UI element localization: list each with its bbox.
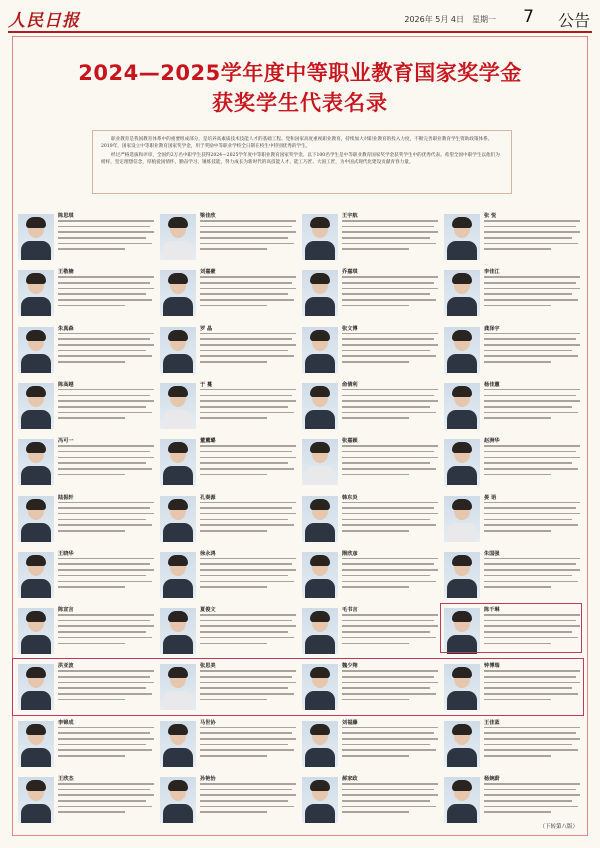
student-photo xyxy=(160,777,196,823)
section-name: 公告 xyxy=(557,11,590,30)
student-name: 张思美 xyxy=(200,663,216,670)
student-card xyxy=(302,606,440,660)
student-bio-text xyxy=(484,333,580,367)
student-bio-text xyxy=(484,727,580,761)
student-photo xyxy=(302,270,338,316)
student-name: 孙艳怡 xyxy=(200,776,216,782)
student-name: 乔嘉琪 xyxy=(342,269,358,276)
student-bio-text xyxy=(342,502,438,536)
student-photo xyxy=(18,496,54,542)
student-name: 晏 语 xyxy=(484,494,497,501)
student-photo xyxy=(444,552,480,598)
student-card xyxy=(160,212,298,266)
student-photo xyxy=(160,439,196,485)
student-row xyxy=(18,494,582,550)
newspaper-logo: 人民日报 xyxy=(8,11,80,31)
student-name: 梁佳欣 xyxy=(200,213,216,219)
student-photo xyxy=(444,496,480,542)
student-name: 韩东炎 xyxy=(342,494,358,501)
student-bio-text xyxy=(484,783,580,817)
student-card xyxy=(160,775,298,829)
student-bio-text xyxy=(200,276,296,310)
student-bio-text xyxy=(58,502,154,536)
student-photo xyxy=(18,552,54,598)
student-bio-text xyxy=(58,389,154,423)
student-photo xyxy=(18,777,54,823)
student-name: 王敬楠 xyxy=(58,269,74,276)
student-photo xyxy=(160,721,196,767)
student-name: 张文博 xyxy=(342,325,358,332)
student-name: 刘福藤 xyxy=(342,719,358,726)
student-card xyxy=(302,212,440,266)
student-photo xyxy=(160,214,196,260)
masthead-rule xyxy=(8,31,592,33)
student-card xyxy=(302,494,440,548)
student-bio-text xyxy=(58,445,154,479)
student-card xyxy=(18,268,156,322)
student-photo xyxy=(160,496,196,542)
student-name: 赵湃华 xyxy=(484,438,500,445)
student-photo xyxy=(160,552,196,598)
student-name: 王晓华 xyxy=(58,550,74,557)
student-name: 李佳江 xyxy=(484,269,500,276)
intro-box xyxy=(92,130,512,194)
student-card xyxy=(160,606,298,660)
student-name: 隋欣彦 xyxy=(342,550,358,557)
student-bio-text xyxy=(342,783,438,817)
student-name: 杨婉蔚 xyxy=(484,776,500,782)
student-bio-text xyxy=(342,389,438,423)
student-photo xyxy=(444,383,480,429)
student-bio-text xyxy=(58,614,154,648)
page-title-line2: 获奖学生代表名录 xyxy=(212,91,388,115)
student-photo xyxy=(444,214,480,260)
student-bio-text xyxy=(342,276,438,310)
student-bio-text xyxy=(58,333,154,367)
student-name: 于 蔓 xyxy=(200,381,213,388)
student-name: 张嘉颖 xyxy=(342,438,358,445)
student-card xyxy=(444,268,582,322)
student-card xyxy=(302,437,440,491)
continued-note: （下转第八版） xyxy=(539,824,578,830)
student-bio-text xyxy=(58,727,154,761)
student-card xyxy=(160,381,298,435)
student-photo xyxy=(302,721,338,767)
student-photo xyxy=(18,327,54,373)
student-row xyxy=(18,437,582,493)
student-bio-text xyxy=(484,220,580,254)
student-photo xyxy=(160,608,196,654)
student-name: 王欣杰 xyxy=(58,776,74,782)
student-card xyxy=(444,494,582,548)
student-card xyxy=(444,325,582,379)
student-card xyxy=(302,325,440,379)
student-row xyxy=(18,268,582,324)
student-photo xyxy=(18,383,54,429)
student-row xyxy=(18,775,582,831)
student-bio-text xyxy=(58,783,154,817)
student-name: 王佳蓝 xyxy=(484,719,500,726)
student-bio-text xyxy=(484,502,580,536)
student-photo xyxy=(18,270,54,316)
student-bio-text xyxy=(200,220,296,254)
student-name: 洪亚波 xyxy=(58,663,74,670)
student-name: 俞倩利 xyxy=(342,381,358,388)
page-number: 7 xyxy=(523,7,534,27)
student-bio-text xyxy=(342,445,438,479)
student-card xyxy=(160,437,298,491)
student-bio-text xyxy=(200,502,296,536)
student-card xyxy=(18,494,156,548)
student-card xyxy=(18,606,156,660)
student-card xyxy=(18,550,156,604)
student-bio-text xyxy=(200,558,296,592)
student-row xyxy=(18,719,582,775)
intro-paragraph: 职业教育是我国教育体系中的重要组成部分，是培养高素质技术技能人才的基础工程。党和国家高度重视职业教育，持续加大对职业教育的投入力度，不断完善职业教育学生资助政策体系。2019年，国家设立中等职业教育国家奖学金，用于奖励中等职业学校全日制在校生中特别优秀的学生。 xyxy=(101,137,493,149)
student-name: 王宇航 xyxy=(342,213,358,219)
student-photo xyxy=(444,777,480,823)
student-name: 孔奏源 xyxy=(200,494,216,501)
student-card xyxy=(18,437,156,491)
student-row xyxy=(18,212,582,268)
student-card xyxy=(18,381,156,435)
student-name: 陈千琳 xyxy=(484,607,500,614)
student-name: 郝家政 xyxy=(342,776,358,782)
student-card xyxy=(302,775,440,829)
student-row xyxy=(18,381,582,437)
student-photo xyxy=(302,608,338,654)
student-name: 陆振轩 xyxy=(58,494,74,501)
student-photo xyxy=(160,327,196,373)
student-card xyxy=(160,550,298,604)
student-name: 杨佳蕙 xyxy=(484,381,500,388)
student-name: 朱国强 xyxy=(484,550,500,557)
student-bio-text xyxy=(342,220,438,254)
student-name: 罗 晶 xyxy=(200,325,213,332)
student-bio-text xyxy=(484,558,580,592)
student-photo xyxy=(444,721,480,767)
student-bio-text xyxy=(200,783,296,817)
student-card xyxy=(18,325,156,379)
student-photo xyxy=(18,721,54,767)
student-card xyxy=(160,719,298,773)
student-row xyxy=(18,325,582,381)
student-name: 徐永鸿 xyxy=(200,550,216,557)
student-card xyxy=(444,719,582,773)
student-photo xyxy=(160,270,196,316)
student-photo xyxy=(160,383,196,429)
student-bio-text xyxy=(484,276,580,310)
student-card xyxy=(18,719,156,773)
student-name: 陈高越 xyxy=(58,381,74,388)
student-name: 张 悦 xyxy=(484,213,497,219)
student-name: 李锦成 xyxy=(58,719,74,726)
student-card xyxy=(302,719,440,773)
student-photo xyxy=(444,327,480,373)
student-photo xyxy=(18,608,54,654)
page-title-line1: 2024—2025学年度中等职业教育国家奖学金 xyxy=(78,61,522,85)
student-name: 毛书言 xyxy=(342,607,358,614)
issue-date: 2026年 5月 4日 星期一 xyxy=(404,15,496,24)
student-bio-text xyxy=(58,558,154,592)
student-name: 董薰璐 xyxy=(200,438,216,445)
student-name: 冯可一 xyxy=(58,438,74,445)
highlight-box xyxy=(12,658,584,716)
student-name: 龚泽宇 xyxy=(484,325,500,332)
student-bio-text xyxy=(200,727,296,761)
student-photo xyxy=(302,327,338,373)
student-bio-text xyxy=(200,333,296,367)
student-bio-text xyxy=(200,445,296,479)
student-card xyxy=(444,381,582,435)
intro-paragraph: 经过严格选拔和评审，全国约2万名中职学生获得2024—2025学年度中等职业教育国家奖学金。以下100名学生是中等职业教育国家奖学金获奖学生中的优秀代表。希望全国中职学生以他们为榜样，坚定理想信念，厚植爱国情怀，勤奋学习，锤炼技能，努力成长为新时代的高技能人才、能工巧匠、大国工匠，为中国式现代化建设贡献青春力量。 xyxy=(101,153,500,165)
student-name: 钟博瑞 xyxy=(484,663,500,670)
student-card xyxy=(18,212,156,266)
student-bio-text xyxy=(58,276,154,310)
student-photo xyxy=(444,270,480,316)
masthead xyxy=(8,4,592,30)
student-name: 刘嘉豪 xyxy=(200,269,216,276)
student-bio-text xyxy=(200,389,296,423)
student-name: 马世协 xyxy=(200,719,216,726)
student-photo xyxy=(302,777,338,823)
student-photo xyxy=(302,496,338,542)
student-photo xyxy=(18,214,54,260)
student-card xyxy=(160,494,298,548)
student-name: 陈宣言 xyxy=(58,607,74,614)
student-card xyxy=(444,775,582,829)
student-row xyxy=(18,550,582,606)
student-card xyxy=(444,437,582,491)
student-name: 陈思琪 xyxy=(58,213,74,219)
student-card xyxy=(444,212,582,266)
student-bio-text xyxy=(58,220,154,254)
student-bio-text xyxy=(342,558,438,592)
student-photo xyxy=(302,552,338,598)
student-card xyxy=(302,268,440,322)
student-photo xyxy=(302,214,338,260)
student-photo xyxy=(444,439,480,485)
student-card xyxy=(302,381,440,435)
student-name: 魏少翔 xyxy=(342,663,358,670)
student-name: 朱真森 xyxy=(58,325,74,332)
student-bio-text xyxy=(342,333,438,367)
student-card xyxy=(160,268,298,322)
student-name: 夏俊文 xyxy=(200,607,216,614)
highlight-box xyxy=(440,603,582,653)
student-photo xyxy=(302,383,338,429)
student-bio-text xyxy=(484,445,580,479)
student-bio-text xyxy=(200,614,296,648)
student-bio-text xyxy=(342,614,438,648)
student-card xyxy=(444,550,582,604)
student-bio-text xyxy=(484,389,580,423)
student-photo xyxy=(18,439,54,485)
student-bio-text xyxy=(342,727,438,761)
student-card xyxy=(160,325,298,379)
student-card xyxy=(302,550,440,604)
student-card xyxy=(18,775,156,829)
student-photo xyxy=(302,439,338,485)
